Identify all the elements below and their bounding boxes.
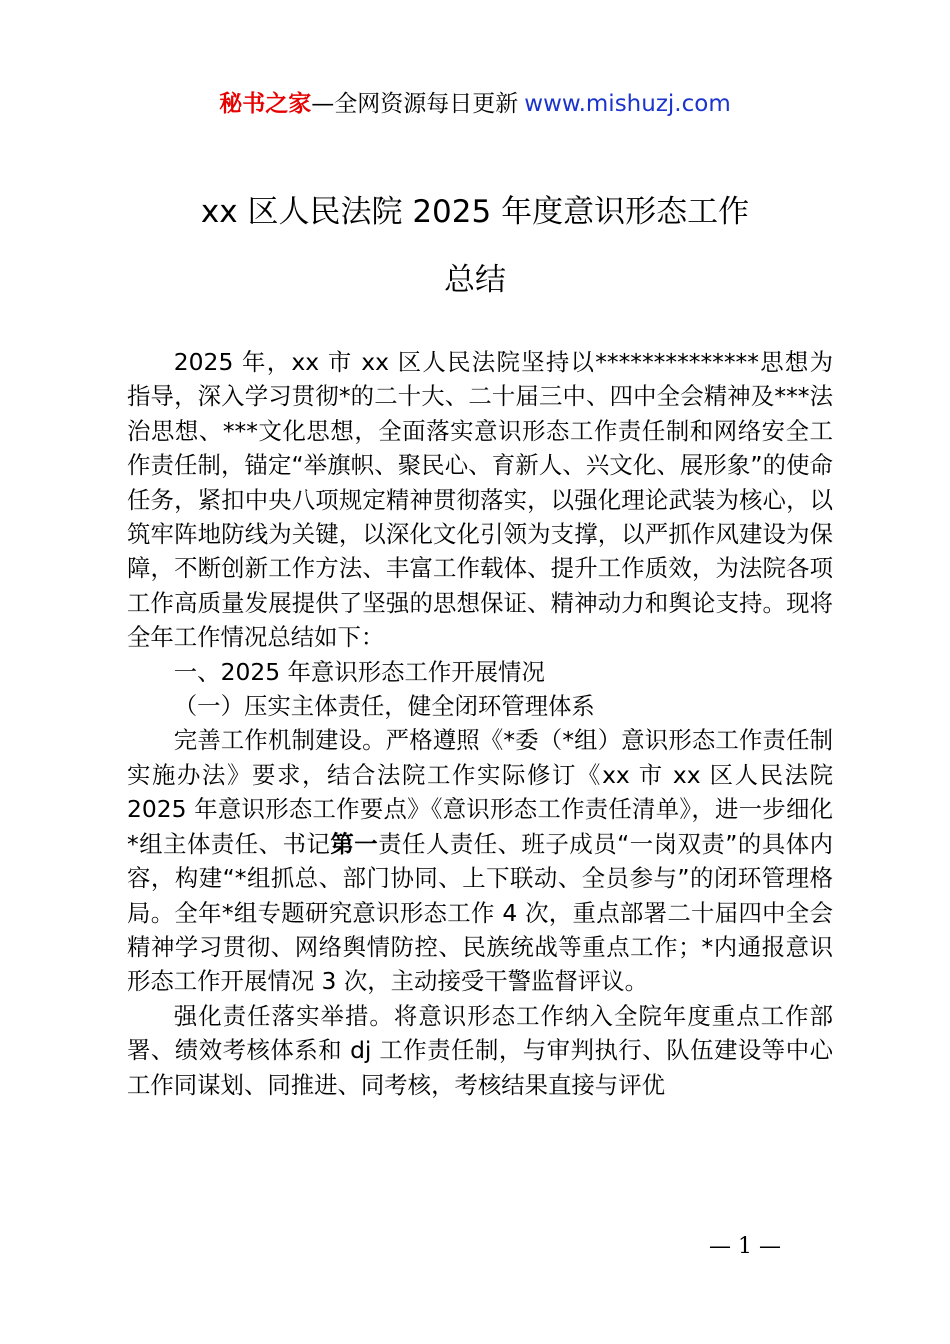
mechanism-text-start: 完善工作机制建设。严格遵照《*委（*组）意识形态工作责任制实施办法》要求，结合法院工作实际修订《xx 市 xx 区人民法院 2025 年意识形态工作要点》《意识形态工作责任清单》，进一步细化*组主体责任、书记	[127, 726, 833, 858]
document-body	[127, 345, 833, 1102]
section-heading-1: 一、2025 年意识形态工作开展情况	[173, 657, 545, 686]
responsibility-paragraph: 强化责任落实举措。将意识形态工作纳入全院年度重点工作部署、绩效考核体系和 dj 工作责任制，与审判执行、队伍建设等中心工作同谋划、同推进、同考核，考核结果直接与评优	[127, 1001, 833, 1099]
subsection-heading-1: （一）压实主体责任，健全闭环管理体系	[173, 692, 595, 721]
intro-paragraph: 2025 年，xx 市 xx 区人民法院坚持以**************思想为指导，深入学习贯彻*的二十大、二十届三中、四中全会精神及***法治思想、***文化思想，全面落实意识形态工作责任制和网络安全工作责任制，锚定“举旗帜、聚民心、育新人、兴文化、展形象”的使命任务，紧扣中央八项规定精神贯彻落实，以强化理论武装为核心，以筑牢阵地防线为关键，以深化文化引领为支撑，以严抓作风建设为保障，不断创新工作方法、丰富工作载体、提升工作质效，为法院各项工作高质量发展提供了坚强的思想保证、精神动力和舆论支持。现将全年工作情况总结如下：	[127, 348, 833, 652]
brand-name: 秘书之家	[219, 91, 312, 117]
site-banner	[0, 86, 950, 122]
document-title-line-1: xx 区人民法院 2025 年度意识形态工作	[200, 194, 750, 230]
site-link[interactable]: www.mishuzj.com	[524, 91, 731, 117]
mechanism-paragraph	[127, 723, 833, 998]
banner-tagline: —全网资源每日更新	[311, 91, 519, 117]
mechanism-text-end: 责任人责任、班子成员“一岗双责”的具体内容，构建“*组抓总、部门协同、上下联动、全员参与”的闭环管理格局。全年*组专题研究意识形态工作 4 次，重点部署二十届四中全会精神学习贯彻、网络舆情防控、民族统战等重点工作；*内通报意识形态工作开展情况 3 次，主动接受干警监督评议。	[127, 829, 834, 996]
bold-emphasis: 第一	[330, 829, 379, 858]
document-title-line-2: 总结	[444, 262, 506, 298]
page-number: — 1 —	[709, 1234, 781, 1259]
